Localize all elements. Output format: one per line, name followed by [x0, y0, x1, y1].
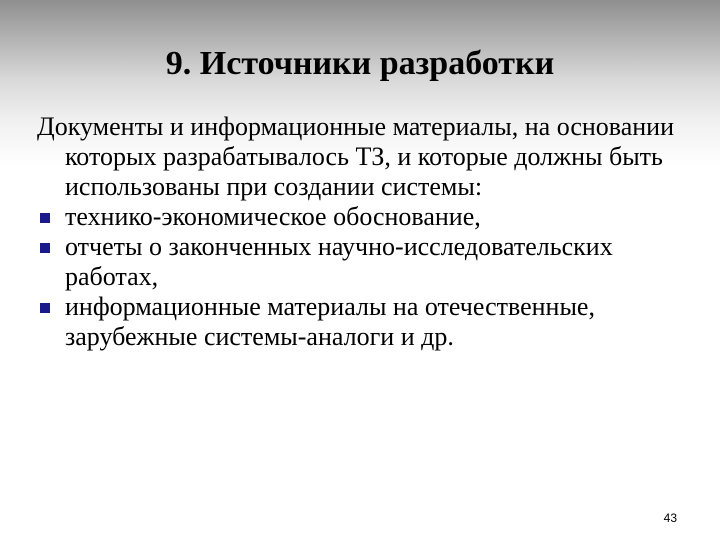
square-bullet-icon	[40, 213, 50, 223]
square-bullet-icon	[40, 243, 50, 253]
bullet-item-feasibility	[37, 202, 707, 232]
intro-paragraph: Документы и информационные материалы, на основании которых разрабатывалось ТЗ, и которые должны быть использованы при создании системы:	[37, 112, 675, 201]
slide-title: 9. Источники разработки	[165, 45, 555, 82]
bullet-item-research-reports	[37, 232, 707, 292]
square-bullet-icon	[40, 303, 50, 313]
slide-body	[37, 112, 707, 352]
bullet-item-analog-systems	[37, 292, 707, 352]
page-number: 43	[663, 511, 677, 525]
bullet-text: технико-экономическое обоснование,	[65, 202, 481, 231]
bullet-text: отчеты о законченных научно-исследовательских работах,	[65, 232, 613, 291]
bullet-text: информационные материалы на отечественные, зарубежные системы-аналоги и др.	[65, 292, 595, 351]
bullet-list	[37, 202, 707, 352]
